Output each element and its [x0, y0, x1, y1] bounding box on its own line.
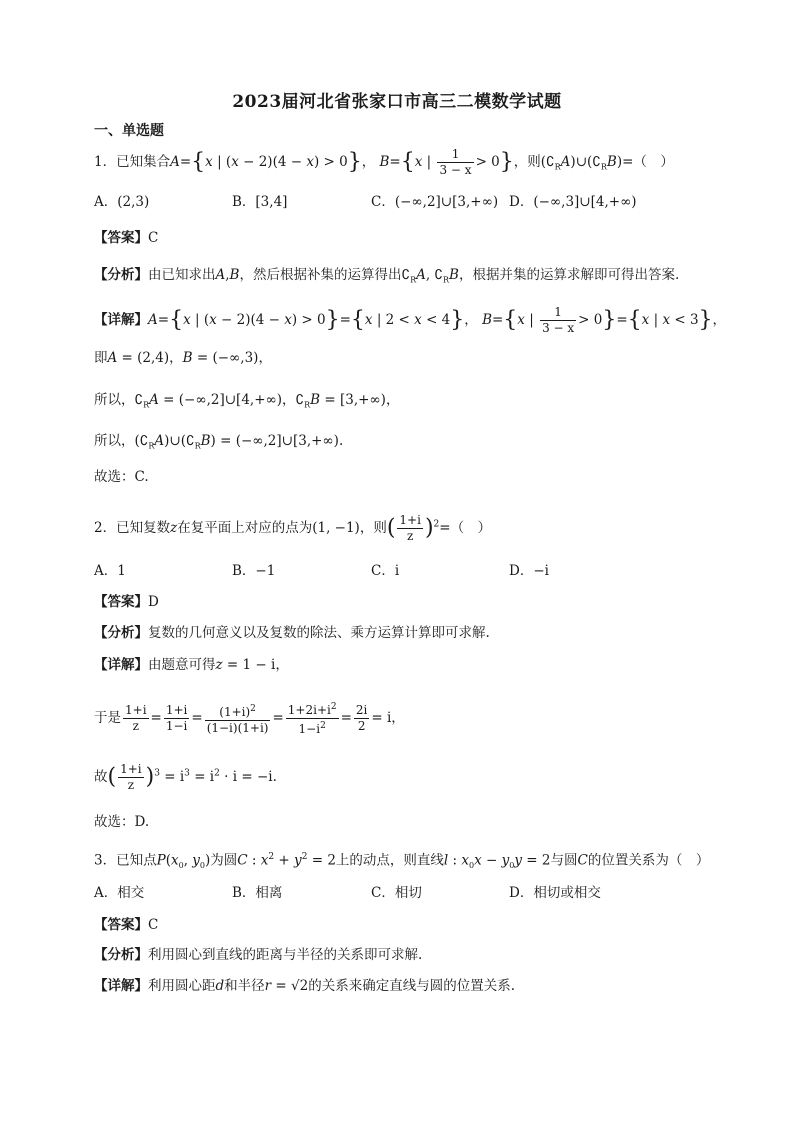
q1-detail-line-3: 所以，$∁_RA$ = (−∞,2]∪[4,+∞)，$∁_RB = [3,+\infty)$， — [94, 392, 400, 410]
q3-option-c: C．相切 — [371, 885, 422, 901]
q2-option-d: D．−i — [509, 563, 549, 579]
q2-option-a: A．1 — [94, 563, 126, 579]
q1-detail-line-1: 【详解】A={x | (x − 2)(4 − x) > 0}={x | 2 < x < 4}， B={x | $\frac{1}{3 - x}$ > 0}={x | x < 3}， — [94, 305, 727, 335]
q1-option-d: D．(−∞,3]∪[4,+∞) — [509, 194, 637, 210]
set-a-expression: A — [170, 154, 180, 170]
q2-stem: 2．已知复数z在复平面上对应的点为(1, −1)，则( $\frac{1+i}{z}$ )$^2$=（ ） — [94, 513, 492, 543]
q2-analysis: 【分析】复数的几何意义以及复数的除法、乘方运算计算即可求解. — [94, 625, 490, 641]
q1-option-c: C．(−∞,2]∪[3,+∞) — [371, 194, 499, 210]
q3-option-a: A．相交 — [94, 885, 145, 901]
q2-detail-line-2: 于是 $\frac{1+i}{z}$ = $\frac{1+i}{1-i}$ = $\frac{(1+i)^2}{(1-i)(1+i)}$ = $\frac{1+2i+i^2}{1-i^2}$ = $\frac{2i}{2}$ = i， — [94, 702, 405, 736]
q2-detail-line-3: 故( $\frac{1+i}{z}$ )$^3 = i^3 = i^2 \cdot i = -i$. — [94, 762, 277, 792]
q3-option-b: B．相离 — [232, 885, 283, 901]
page-title: 2023届河北省张家口市高三二模数学试题 — [232, 92, 562, 112]
section-heading: 一、单选题 — [94, 123, 164, 139]
q2-detail-line-1: 【详解】由题意可得z = 1 − i， — [94, 657, 289, 673]
q2-choose: 故选：D. — [94, 814, 150, 830]
q1-choose: 故选：C. — [94, 469, 149, 485]
q3-stem: 3．已知点$P(x_0$, $y_0$)为圆C : $x^2 + y^2 = 2$上的动点，则直线l : $x_0x - y_0y = 2$与圆C的位置关系为（ ） — [94, 852, 710, 871]
q3-option-d: D．相切或相交 — [509, 885, 601, 901]
q1-answer: 【答案】C — [94, 230, 159, 246]
q3-analysis: 【分析】利用圆心到直线的距离与半径的关系即可求解. — [94, 947, 423, 963]
q2-option-b: B．−1 — [232, 563, 276, 579]
q1-analysis: 【分析】由已知求出A,B，然后根据补集的运算得出$∁_RA$, $∁_RB$，根据并集的运算求解即可得出答案. — [94, 267, 680, 285]
q3-answer: 【答案】C — [94, 917, 159, 933]
q3-detail: 【详解】利用圆心距d和半径r = √2的关系来确定直线与圆的位置关系. — [94, 978, 516, 994]
q1-detail-line-4: 所以，$(∁_RA)\cup(∁_RB)$ = (−∞,2]∪[3,+∞). — [94, 433, 344, 451]
q1-stem: 1．已知集合A={x | (x − 2)(4 − x) > 0}， B={x | $\frac{1}{3 - x}$ > 0}，则$(∁_RA)\cup(∁_RB)=$（ ） — [94, 147, 674, 177]
q1-option-b: B．[3,4] — [232, 194, 288, 210]
q2-option-c: C．i — [371, 563, 400, 579]
set-b-expression: B — [379, 154, 390, 170]
q1-detail-line-2: 即A = (2,4)，B = (−∞,3)， — [94, 350, 272, 366]
q2-answer: 【答案】D — [94, 594, 159, 610]
q1-option-a: A．(2,3) — [94, 194, 150, 210]
